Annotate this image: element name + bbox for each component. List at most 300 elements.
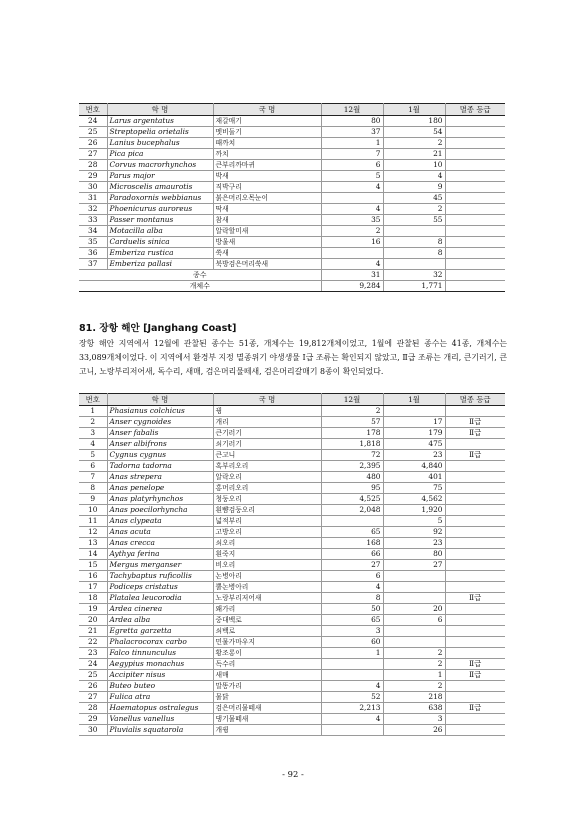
january-count: 20 [383,604,445,615]
january-count: 2 [383,681,445,692]
bird-table-janghang [79,393,505,736]
table-body [79,116,505,270]
table-row [79,439,505,450]
endangered-grade [445,138,505,149]
endangered-grade [445,538,505,549]
january-count [383,571,445,582]
row-number: 24 [79,659,107,670]
scientific-name: Falco tinnunculus [107,648,213,659]
page-number: - 92 - [282,769,304,779]
korean-name: 큰부리까마귀 [213,160,321,171]
col-header-december: 12월 [321,104,383,116]
january-count: 638 [383,703,445,714]
december-count: 35 [321,215,383,226]
december-count: 50 [321,604,383,615]
endangered-grade [445,160,505,171]
table-row [79,703,505,714]
korean-name: 딱새 [213,204,321,215]
row-number: 15 [79,560,107,571]
january-count: 27 [383,560,445,571]
col-header-january: 1월 [383,394,445,406]
january-count: 3 [383,714,445,725]
endangered-grade [445,171,505,182]
korean-name: 민물가마우지 [213,637,321,648]
table-row [79,549,505,560]
december-count: 1 [321,648,383,659]
december-count: 2 [321,406,383,417]
scientific-name: Phalacrocorax carbo [107,637,213,648]
row-number: 23 [79,648,107,659]
table-row [79,604,505,615]
table-row [79,670,505,681]
table-row [79,494,505,505]
december-count: 6 [321,160,383,171]
korean-name: 때까치 [213,138,321,149]
row-number: 28 [79,703,107,714]
endangered-grade [445,626,505,637]
table-row [79,582,505,593]
row-number: 11 [79,516,107,527]
december-count: 1 [321,138,383,149]
korean-name: 황조롱이 [213,648,321,659]
korean-name: 홍머리오리 [213,483,321,494]
scientific-name: Parus major [107,171,213,182]
korean-name: 논병아리 [213,571,321,582]
scientific-name: Ardea alba [107,615,213,626]
endangered-grade [445,483,505,494]
row-number: 16 [79,571,107,582]
col-header-no: 번호 [79,394,107,406]
row-number: 26 [79,138,107,149]
scientific-name: Aythya ferina [107,549,213,560]
individual-count-grade [445,281,505,292]
scientific-name: Vanellus vanellus [107,714,213,725]
row-number: 31 [79,193,107,204]
scientific-name: Tadorna tadorna [107,461,213,472]
species-count-label: 종수 [79,270,321,281]
endangered-grade [445,259,505,270]
table-row [79,406,505,417]
species-count-grade [445,270,505,281]
korean-name: 쇠기러기 [213,439,321,450]
endangered-grade [445,549,505,560]
table-row [79,461,505,472]
endangered-grade [445,725,505,736]
korean-name: 노랑부리저어새 [213,593,321,604]
species-count-december: 31 [321,270,383,281]
december-count: 52 [321,692,383,703]
row-number: 34 [79,226,107,237]
endangered-grade [445,472,505,483]
december-count: 6 [321,571,383,582]
january-count: 475 [383,439,445,450]
december-count: 4 [321,204,383,215]
endangered-grade [445,461,505,472]
section-paragraph: 장항 해안 지역에서 12월에 관찰된 종수는 51종, 개체수는 19,812개체이었고, 1월에 관찰된 종수는 41종, 개체수는 33,089개체이었다. 이 지역에서 환경부 지정 멸종위기 야생생물 Ⅰ급 조류는 확인되지 않았고, Ⅱ급 조류는 개리, 큰기러기, 큰고니, 노랑부리저어새, 독수리, 새매, 검은머리물떼새, 검은머리갈매기 8종이 확인되었다. [79,339,507,377]
january-count: 180 [383,116,445,127]
december-count: 4 [321,582,383,593]
endangered-grade [445,149,505,160]
table-row [79,215,505,226]
scientific-name: Anser cygnoides [107,417,213,428]
row-number: 30 [79,182,107,193]
korean-name: 새매 [213,670,321,681]
table-row [79,527,505,538]
december-count: 60 [321,637,383,648]
row-number: 20 [79,615,107,626]
january-count: 5 [383,516,445,527]
scientific-name: Lanius bucephalus [107,138,213,149]
january-count: 2 [383,659,445,670]
table-row [79,593,505,604]
korean-name: 댕기물떼새 [213,714,321,725]
table-row [79,171,505,182]
korean-name: 넓적부리 [213,516,321,527]
table-row [79,193,505,204]
row-number: 29 [79,714,107,725]
korean-name: 왜가리 [213,604,321,615]
row-number: 35 [79,237,107,248]
scientific-name: Motacilla alba [107,226,213,237]
january-count [383,637,445,648]
january-count: 23 [383,450,445,461]
endangered-grade [445,637,505,648]
table-row [79,472,505,483]
january-count: 4 [383,171,445,182]
scientific-name: Anas poecilorhyncha [107,505,213,516]
january-count: 4,840 [383,461,445,472]
row-number: 13 [79,538,107,549]
row-number: 8 [79,483,107,494]
endangered-grade: Ⅱ급 [445,417,505,428]
table-row [79,615,505,626]
species-count-january: 32 [383,270,445,281]
scientific-name: Ardea cinerea [107,604,213,615]
table-row [79,182,505,193]
col-header-endangered-grade: 멸종 등급 [445,104,505,116]
korean-name: 개꿩 [213,725,321,736]
table-row [79,237,505,248]
scientific-name: Emberiza rustica [107,248,213,259]
january-count [383,226,445,237]
korean-name: 물닭 [213,692,321,703]
table-body [79,406,505,736]
table-row [79,725,505,736]
korean-name: 북방검은머리쑥새 [213,259,321,270]
december-count: 168 [321,538,383,549]
row-number: 17 [79,582,107,593]
table-header-row [79,394,505,406]
january-count: 2 [383,204,445,215]
row-number: 4 [79,439,107,450]
endangered-grade [445,215,505,226]
korean-name: 재갈매기 [213,116,321,127]
korean-name: 독수리 [213,659,321,670]
scientific-name: Mergus merganser [107,560,213,571]
table-row [79,692,505,703]
scientific-name: Accipiter nisus [107,670,213,681]
endangered-grade [445,692,505,703]
row-number: 26 [79,681,107,692]
table-row [79,138,505,149]
korean-name: 흰뺨검둥오리 [213,505,321,516]
january-count: 54 [383,127,445,138]
endangered-grade [445,648,505,659]
december-count: 4 [321,681,383,692]
row-number: 19 [79,604,107,615]
table-row [79,428,505,439]
scientific-name: Microscelis amaurotis [107,182,213,193]
korean-name: 혹부리오리 [213,461,321,472]
row-number: 27 [79,149,107,160]
row-number: 6 [79,461,107,472]
korean-name: 참새 [213,215,321,226]
december-count: 65 [321,527,383,538]
endangered-grade: Ⅱ급 [445,450,505,461]
table-row [79,226,505,237]
table-row [79,626,505,637]
december-count [321,659,383,670]
row-number: 1 [79,406,107,417]
scientific-name: Buteo buteo [107,681,213,692]
table-row [79,116,505,127]
scientific-name: Emberiza pallasi [107,259,213,270]
row-number: 18 [79,593,107,604]
december-count: 4 [321,182,383,193]
december-count: 2 [321,226,383,237]
scientific-name: Anas clypeata [107,516,213,527]
scientific-name: Anas penelope [107,483,213,494]
scientific-name: Anas crecca [107,538,213,549]
col-header-no: 번호 [79,104,107,116]
december-count: 3 [321,626,383,637]
january-count [383,259,445,270]
december-count: 80 [321,116,383,127]
row-number: 22 [79,637,107,648]
december-count: 2,048 [321,505,383,516]
december-count: 37 [321,127,383,138]
endangered-grade [445,681,505,692]
scientific-name: Fulica atra [107,692,213,703]
korean-name: 알락할미새 [213,226,321,237]
row-number: 28 [79,160,107,171]
korean-name: 비오리 [213,560,321,571]
table-row [79,538,505,549]
scientific-name: Passer montanus [107,215,213,226]
january-count: 80 [383,549,445,560]
january-count: 2 [383,138,445,149]
table-header-row [79,104,505,116]
scientific-name: Anser albifrons [107,439,213,450]
january-count: 75 [383,483,445,494]
col-header-scientific-name: 학 명 [107,104,213,116]
row-number: 12 [79,527,107,538]
row-number: 3 [79,428,107,439]
january-count: 23 [383,538,445,549]
row-number: 25 [79,670,107,681]
row-number: 5 [79,450,107,461]
korean-name: 알락오리 [213,472,321,483]
endangered-grade [445,494,505,505]
row-number: 29 [79,171,107,182]
individual-count-label: 개체수 [79,281,321,292]
january-count: 45 [383,193,445,204]
endangered-grade [445,505,505,516]
korean-name: 큰기러기 [213,428,321,439]
january-count: 8 [383,237,445,248]
row-number: 32 [79,204,107,215]
table-row [79,505,505,516]
scientific-name: Egretta garzetta [107,626,213,637]
endangered-grade [445,582,505,593]
december-count: 27 [321,560,383,571]
korean-name: 직박구리 [213,182,321,193]
january-count [383,626,445,637]
december-count: 72 [321,450,383,461]
korean-name: 청둥오리 [213,494,321,505]
january-count: 4,562 [383,494,445,505]
row-number: 24 [79,116,107,127]
endangered-grade: Ⅱ급 [445,428,505,439]
table-row [79,204,505,215]
table-row [79,160,505,171]
scientific-name: Phoenicurus auroreus [107,204,213,215]
row-number: 27 [79,692,107,703]
endangered-grade [445,516,505,527]
col-header-endangered-grade: 멸종 등급 [445,394,505,406]
december-count: 4 [321,714,383,725]
table-row [79,714,505,725]
table-row [79,149,505,160]
january-count: 21 [383,149,445,160]
korean-name: 멧비둘기 [213,127,321,138]
scientific-name: Pica pica [107,149,213,160]
endangered-grade [445,714,505,725]
scientific-name: Anas strepera [107,472,213,483]
january-count [383,406,445,417]
individual-count-december: 9,284 [321,281,383,292]
table-row [79,659,505,670]
scientific-name: Larus argentatus [107,116,213,127]
december-count [321,725,383,736]
row-number: 37 [79,259,107,270]
scientific-name: Paradoxornis webbianus [107,193,213,204]
table-row [79,248,505,259]
january-count: 26 [383,725,445,736]
table-row [79,648,505,659]
december-count: 4,525 [321,494,383,505]
col-header-december: 12월 [321,394,383,406]
individual-count-row [79,281,505,292]
scientific-name: Cygnus cygnus [107,450,213,461]
korean-name: 쑥새 [213,248,321,259]
december-count [321,516,383,527]
korean-name: 방울새 [213,237,321,248]
korean-name: 개리 [213,417,321,428]
species-count-row [79,270,505,281]
january-count: 92 [383,527,445,538]
december-count: 66 [321,549,383,560]
december-count [321,670,383,681]
scientific-name: Anas platyrhynchos [107,494,213,505]
endangered-grade [445,527,505,538]
table-row [79,450,505,461]
table-row [79,516,505,527]
december-count: 57 [321,417,383,428]
korean-name: 중대백로 [213,615,321,626]
endangered-grade: Ⅱ급 [445,670,505,681]
table-row [79,483,505,494]
row-number: 21 [79,626,107,637]
december-count: 178 [321,428,383,439]
section-heading: 81. 장항 해안 [Janghang Coast] [79,323,237,334]
endangered-grade [445,237,505,248]
korean-name: 검은머리물떼새 [213,703,321,714]
row-number: 14 [79,549,107,560]
col-header-scientific-name: 학 명 [107,394,213,406]
january-count: 1,920 [383,505,445,516]
endangered-grade [445,204,505,215]
december-count: 480 [321,472,383,483]
endangered-grade [445,226,505,237]
endangered-grade [445,116,505,127]
korean-name: 말똥가리 [213,681,321,692]
scientific-name: Anas acuta [107,527,213,538]
korean-name: 흰죽지 [213,549,321,560]
table-row [79,259,505,270]
january-count: 17 [383,417,445,428]
december-count: 4 [321,259,383,270]
korean-name: 박새 [213,171,321,182]
january-count: 401 [383,472,445,483]
january-count [383,582,445,593]
january-count: 179 [383,428,445,439]
endangered-grade [445,560,505,571]
december-count: 5 [321,171,383,182]
table-row [79,560,505,571]
endangered-grade [445,182,505,193]
korean-name: 쇠오리 [213,538,321,549]
december-count: 8 [321,593,383,604]
korean-name: 쇠백로 [213,626,321,637]
december-count: 2,395 [321,461,383,472]
endangered-grade: Ⅱ급 [445,659,505,670]
january-count: 9 [383,182,445,193]
december-count [321,248,383,259]
endangered-grade [445,571,505,582]
scientific-name: Corvus macrorhynchos [107,160,213,171]
scientific-name: Carduelis sinica [107,237,213,248]
december-count [321,193,383,204]
endangered-grade [445,193,505,204]
row-number: 7 [79,472,107,483]
endangered-grade: Ⅱ급 [445,703,505,714]
korean-name: 까치 [213,149,321,160]
row-number: 2 [79,417,107,428]
row-number: 10 [79,505,107,516]
january-count: 55 [383,215,445,226]
december-count: 7 [321,149,383,160]
row-number: 30 [79,725,107,736]
table-row [79,637,505,648]
table-row [79,681,505,692]
bird-table-continued [79,103,505,292]
december-count: 95 [321,483,383,494]
december-count: 65 [321,615,383,626]
scientific-name: Anser fabalis [107,428,213,439]
scientific-name: Haematopus ostralegus [107,703,213,714]
january-count: 8 [383,248,445,259]
